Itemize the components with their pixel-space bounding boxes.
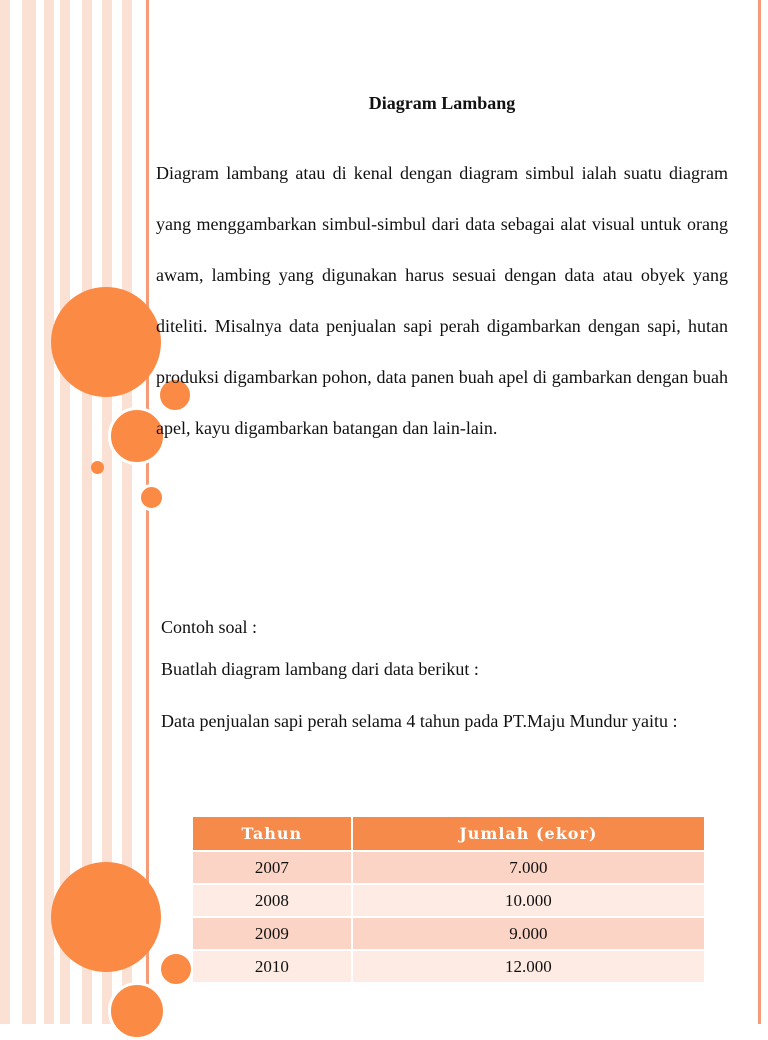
decor-circle-large-top	[51, 287, 161, 397]
decor-circle-large-bottom	[51, 862, 161, 972]
cell-count: 7.000	[352, 851, 704, 884]
sales-table	[193, 817, 704, 982]
right-vertical-rule	[758, 0, 761, 1024]
table-row	[193, 851, 704, 884]
table-header-row	[193, 817, 704, 851]
cell-year: 2010	[193, 950, 352, 982]
decor-circle-small-2	[138, 484, 165, 511]
page-title: Diagram Lambang	[368, 93, 516, 113]
cell-year: 2008	[193, 884, 352, 917]
cell-count: 9.000	[352, 917, 704, 950]
decor-circle-small-3	[158, 951, 194, 987]
cell-count: 10.000	[352, 884, 704, 917]
decor-circle-medium-2	[108, 982, 166, 1040]
header-tahun: Tahun	[193, 817, 352, 851]
left-vertical-rule	[146, 0, 149, 1024]
cell-year: 2009	[193, 917, 352, 950]
decor-circle-dot	[91, 461, 104, 474]
table-row	[193, 950, 704, 982]
body-paragraph: Diagram lambang atau di kenal dengan diagram simbul ialah suatu diagram yang menggambarkan simbul-simbul dari data sebagai alat visual untuk orang awam, lambing yang digunakan harus sesuai dengan data atau obyek yang diteliti. Misalnya data penjualan sapi perah digambarkan dengan sapi, hutan produksi digambarkan pohon, data panen buah apel di gambarkan dengan buah apel, kayu digambarkan batangan dan lain-lain.	[156, 163, 728, 438]
cell-count: 12.000	[352, 950, 704, 982]
example-label: Contoh soal :	[161, 617, 258, 637]
example-instruction: Buatlah diagram lambang dari data berikut :	[161, 659, 479, 679]
cell-year: 2007	[193, 851, 352, 884]
table-row	[193, 884, 704, 917]
example-description: Data penjualan sapi perah selama 4 tahun pada PT.Maju Mundur yaitu :	[161, 711, 678, 731]
header-jumlah: Jumlah (ekor)	[352, 817, 704, 851]
table-row	[193, 917, 704, 950]
